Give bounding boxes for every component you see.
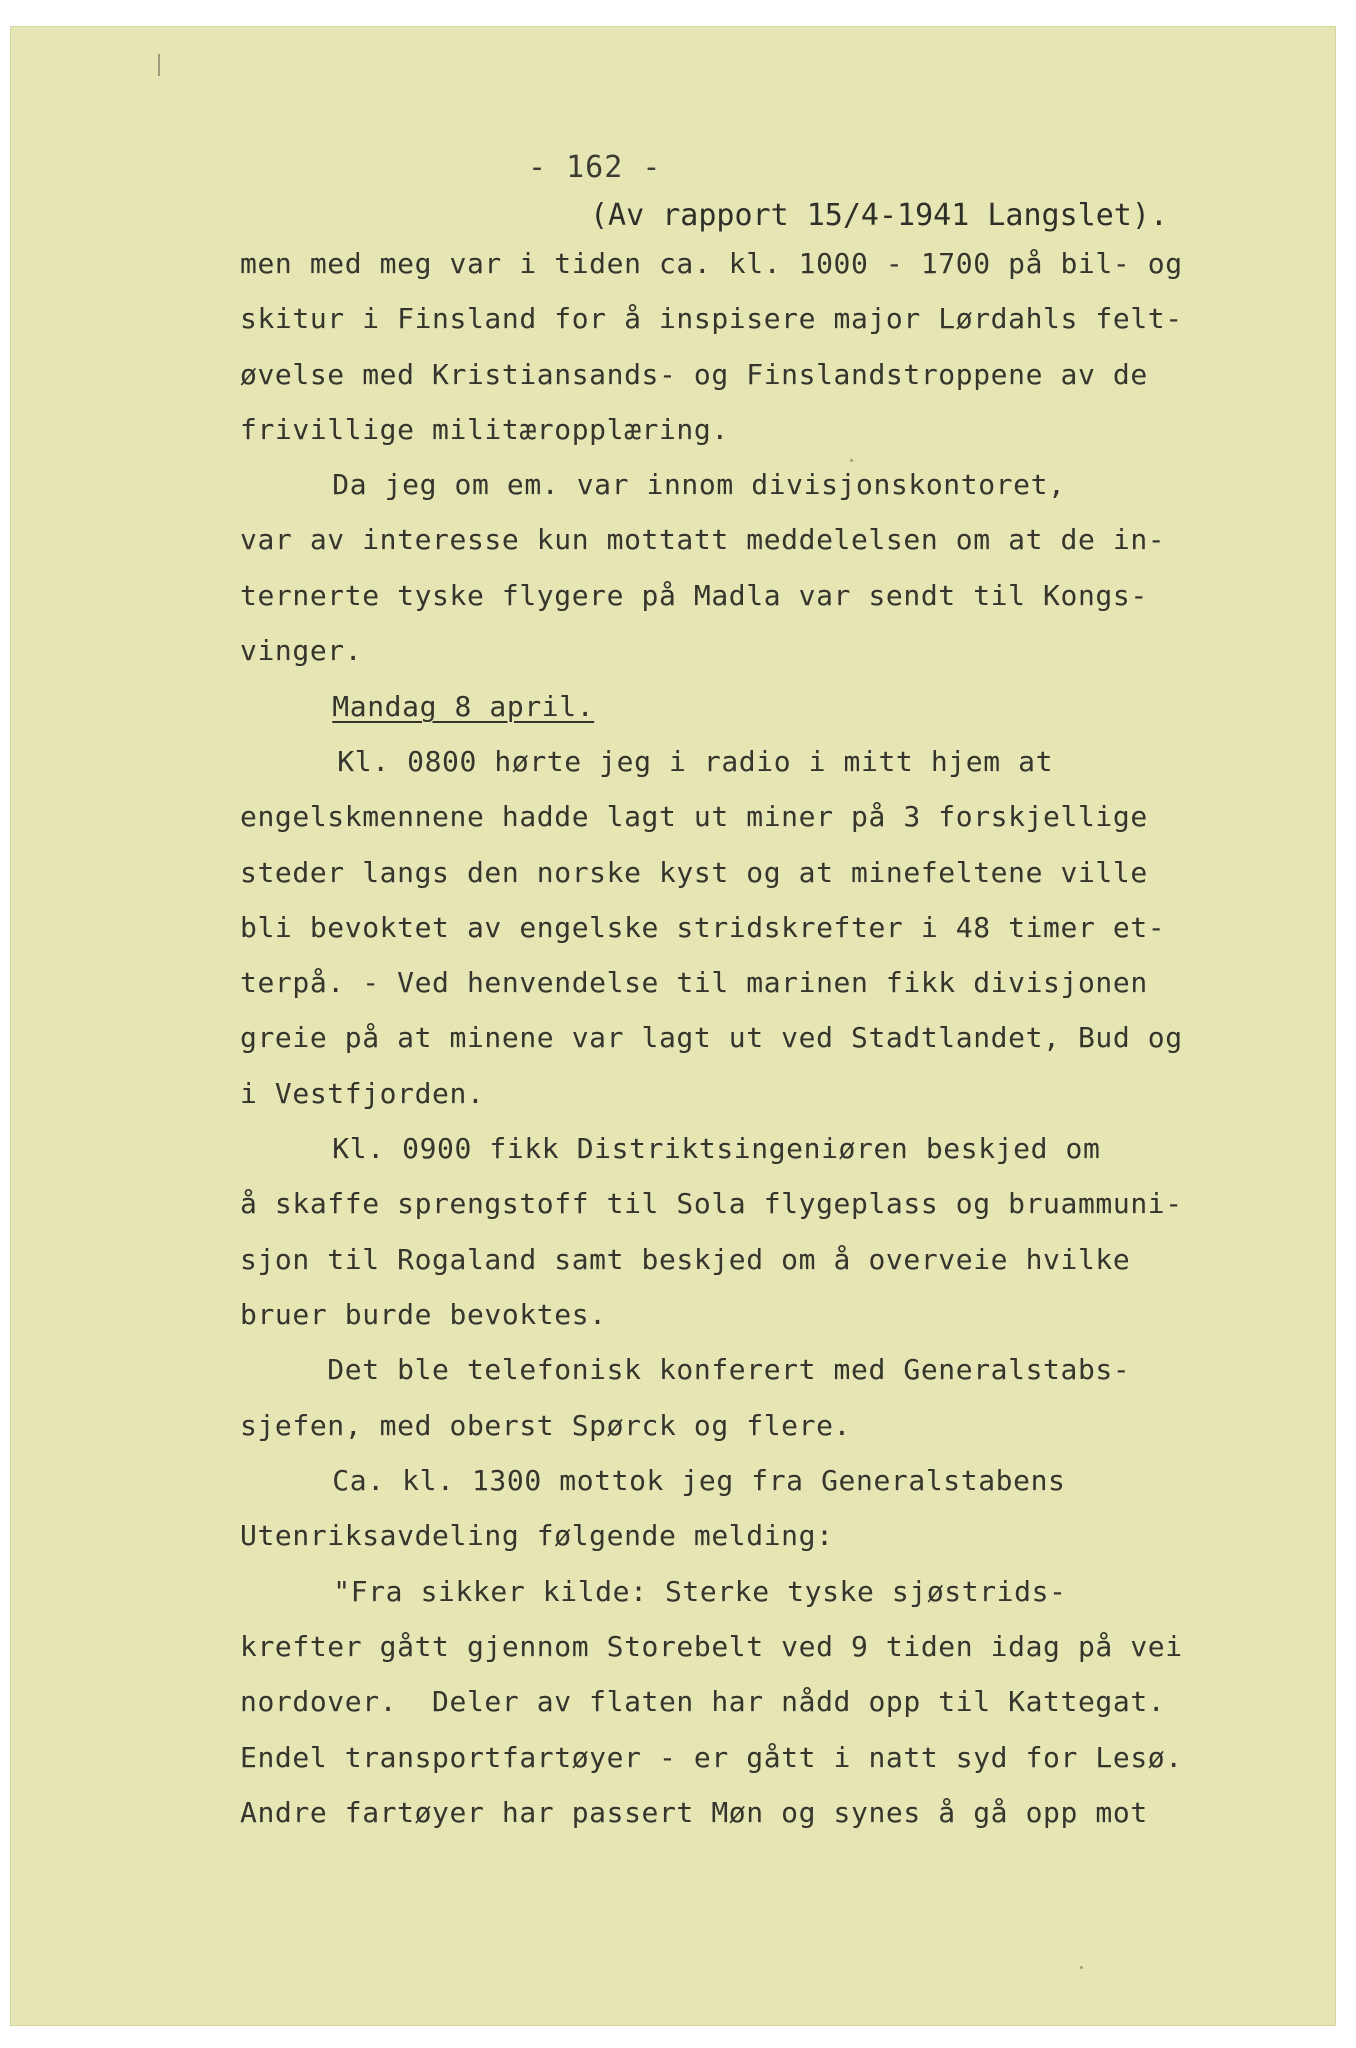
heading-underlined-text: Mandag 8 april. [332, 690, 595, 723]
text-line: Andre fartøyer har passert Møn og synes å gå opp mot [240, 1796, 1148, 1829]
text-line: i Vestfjorden. [240, 1077, 485, 1110]
text-line: Utenriksavdeling følgende melding: [240, 1519, 834, 1552]
paper-mark [158, 54, 160, 76]
text-line: Kl. 0900 fikk Distriktsingeniøren beskjed om [245, 1132, 1101, 1165]
text-line: øvelse med Kristiansands- og Finslandstroppene av de [240, 358, 1148, 391]
paper-speck [1080, 1966, 1083, 1969]
text-line: bli bevoktet av engelske stridskrefter i 48 timer et- [240, 911, 1166, 944]
text-line: bruer burde bevoktes. [240, 1298, 607, 1331]
text-line: "Fra sikker kilde: Sterke tyske sjøstrids- [246, 1575, 1067, 1608]
text-line: frivillige militæropplæring. [240, 413, 729, 446]
document-page [10, 26, 1336, 2026]
section-heading [245, 690, 595, 723]
text-line: men med meg var i tiden ca. kl. 1000 - 1700 på bil- og [240, 247, 1183, 280]
text-line: engelskmennene hadde lagt ut miner på 3 forskjellige [240, 800, 1148, 833]
text-line: sjefen, med oberst Spørck og flere. [240, 1409, 852, 1442]
text-line: Det ble telefonisk konferert med Generalstabs- [240, 1353, 1131, 1386]
text-line: ternerte tyske flygere på Madla var sendt til Kongs- [240, 579, 1148, 612]
paper-speck [850, 459, 853, 462]
text-line: skitur i Finsland for å inspisere major Lørdahls felt- [240, 302, 1183, 335]
text-line: Kl. 0800 hørte jeg i radio i mitt hjem at [250, 745, 1054, 778]
text-line: var av interesse kun mottatt meddelelsen om at de in- [240, 523, 1166, 556]
text-line: terpå. - Ved henvendelse til marinen fikk divisjonen [240, 966, 1148, 999]
text-line: vinger. [240, 634, 363, 667]
text-line: sjon til Rogaland samt beskjed om å overveie hvilke [240, 1243, 1131, 1276]
page-number: - 162 - [528, 150, 662, 185]
text-line: Endel transportfartøyer - er gått i natt syd for Lesø. [240, 1741, 1183, 1774]
text-line: nordover. Deler av flaten har nådd opp til Kattegat. [240, 1685, 1166, 1718]
text-line: Ca. kl. 1300 mottok jeg fra Generalstabens [245, 1464, 1066, 1497]
text-line: Da jeg om em. var innom divisjonskontoret, [245, 468, 1066, 501]
text-line: krefter gått gjennom Storebelt ved 9 tiden idag på vei [240, 1630, 1183, 1663]
text-line: å skaffe sprengstoff til Sola flygeplass og bruammuni- [240, 1187, 1183, 1220]
source-note: (Av rapport 15/4-1941 Langslet). [590, 198, 1168, 233]
text-line: greie på at minene var lagt ut ved Stadtlandet, Bud og [240, 1021, 1183, 1054]
text-line: steder langs den norske kyst og at minefeltene ville [240, 856, 1148, 889]
